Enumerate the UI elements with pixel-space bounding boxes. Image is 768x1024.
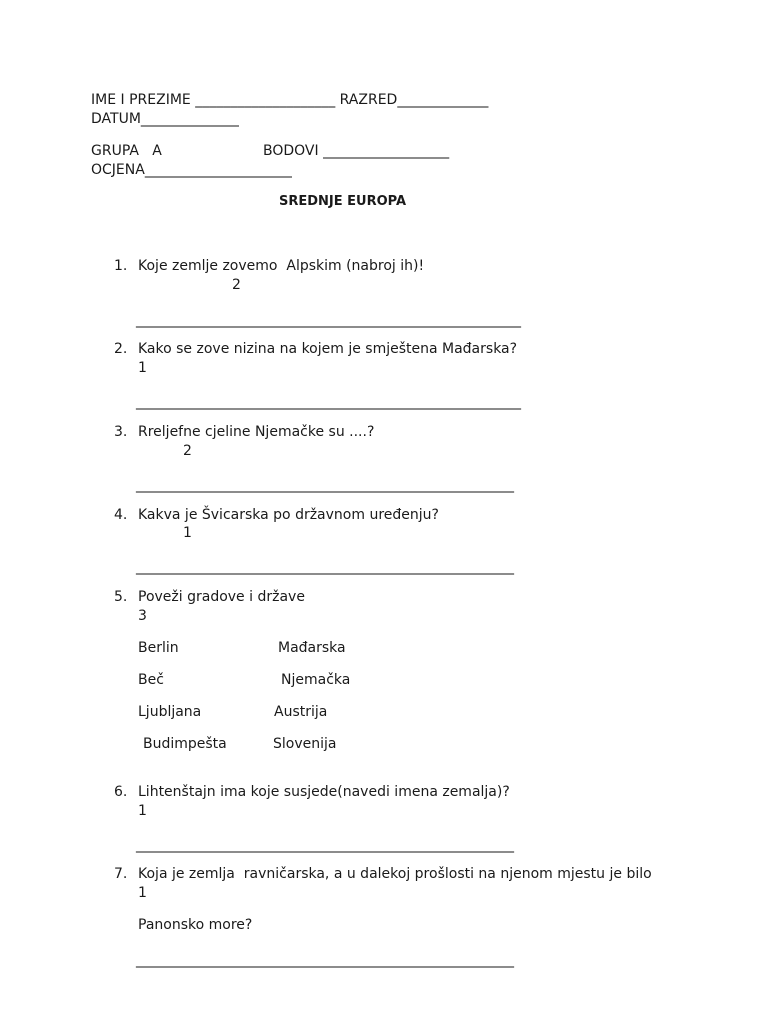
question-points: 3	[138, 608, 147, 624]
question-number: 2.	[114, 341, 128, 357]
question-text: Lihtenštajn ima koje susjede(navedi imena zemalja)?	[138, 784, 510, 800]
match-country: Njemačka	[281, 672, 351, 688]
question-number: 6.	[114, 784, 128, 800]
question-text: Koje zemlje zovemo Alpskim (nabroj ih)!	[138, 258, 425, 274]
question-points: 2	[183, 443, 192, 459]
match-city: Berlin	[138, 640, 179, 656]
header-points-line: BODOVI __________________	[263, 143, 450, 159]
question-points: 1	[183, 525, 192, 541]
header-group-label: GRUPA A	[91, 143, 162, 159]
answer-line: ______________________________________________________	[136, 477, 514, 493]
header-grade-line: OCJENA_____________________	[91, 162, 292, 178]
match-city: Ljubljana	[138, 704, 202, 720]
header-name-class-line: IME I PREZIME ____________________ RAZRED_____________	[91, 92, 489, 108]
page-title: SREDNJE EUROPA	[279, 194, 407, 209]
question-points: 1	[138, 885, 147, 901]
question-points: 1	[138, 803, 147, 819]
question-number: 3.	[114, 424, 128, 440]
answer-line: _______________________________________________________	[136, 394, 521, 410]
question-number: 4.	[114, 507, 128, 523]
answer-line: ______________________________________________________	[136, 559, 514, 575]
match-country: Slovenija	[273, 736, 337, 752]
question-points: 2	[232, 277, 241, 293]
match-country: Mađarska	[278, 640, 346, 656]
match-city: Beč	[138, 672, 164, 688]
question-text: Poveži gradove i države	[138, 589, 305, 605]
question-text: Koja je zemlja ravničarska, a u dalekoj prošlosti na njenom mjestu je bilo	[138, 866, 652, 882]
question-text: Kakva je Švicarska po državnom uređenju?	[138, 507, 439, 523]
question-number: 5.	[114, 589, 128, 605]
question-text-continued: Panonsko more?	[138, 917, 253, 933]
question-text: Kako se zove nizina na kojem je smještena Mađarska?	[138, 341, 518, 357]
header-date-line: DATUM______________	[91, 111, 239, 127]
question-text: Rreljefne cjeline Njemačke su ....?	[138, 424, 375, 440]
answer-line: _______________________________________________________	[136, 312, 521, 328]
question-number: 1.	[114, 258, 128, 274]
question-points: 1	[138, 360, 147, 376]
answer-line: ______________________________________________________	[136, 837, 514, 853]
match-city: Budimpešta	[143, 736, 227, 752]
question-number: 7.	[114, 866, 128, 882]
answer-line: ______________________________________________________	[136, 952, 514, 968]
match-country: Austrija	[274, 704, 328, 720]
